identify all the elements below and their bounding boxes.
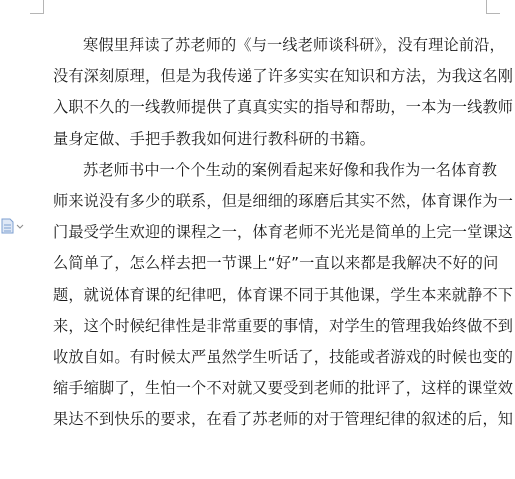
page-margin-corner-left bbox=[30, 0, 44, 14]
document-body bbox=[53, 30, 514, 435]
text-line: 收放自如。有时候太严虽然学生听话了，技能或者游戏的时候也变的 bbox=[53, 347, 514, 366]
text-line: 果达不到快乐的要求，在看了苏老师的对于管理纪律的叙述的后，知 bbox=[53, 410, 514, 429]
document-icon[interactable] bbox=[0, 218, 26, 234]
text-line: 么简单了，怎么样去把一节课上“好”一直以来都是我解决不好的问 bbox=[53, 254, 499, 273]
paragraph-1 bbox=[53, 30, 514, 155]
page-margin-corner-right bbox=[486, 0, 500, 14]
text-line: 缩手缩脚了，生怕一个不对就又要受到老师的批评了，这样的课堂效 bbox=[53, 379, 514, 398]
text-line: 师来说没有多少的联系，但是细细的琢磨后其实不然，体育课作为一 bbox=[53, 191, 514, 210]
text-line: 没有深刻原理，但是为我传递了许多实实在知识和方法，为我这名刚 bbox=[53, 67, 514, 86]
text-line: 题，就说体育课的纪律吧，体育课不同于其他课，学生本来就静不下 bbox=[53, 285, 514, 304]
text-line: 门最受学生欢迎的课程之一，体育老师不光光是简单的上完一堂课这 bbox=[53, 223, 514, 242]
text-line: 苏老师书中一个个生动的案例看起来好像和我作为一名体育教 bbox=[83, 160, 498, 179]
text-line: 来，这个时候纪律性是非常重要的事情，对学生的管理我始终做不到 bbox=[53, 316, 514, 335]
text-line: 量身定做、手把手教我如何进行教科研的书籍。 bbox=[53, 129, 376, 148]
text-line: 寒假里拜读了苏老师的《与一线老师谈科研》，没有理论前沿， bbox=[83, 36, 505, 54]
paragraph-2 bbox=[53, 155, 514, 436]
text-line: 入职不久的一线教师提供了真真实实的指导和帮助，一本为一线教师 bbox=[53, 98, 514, 117]
